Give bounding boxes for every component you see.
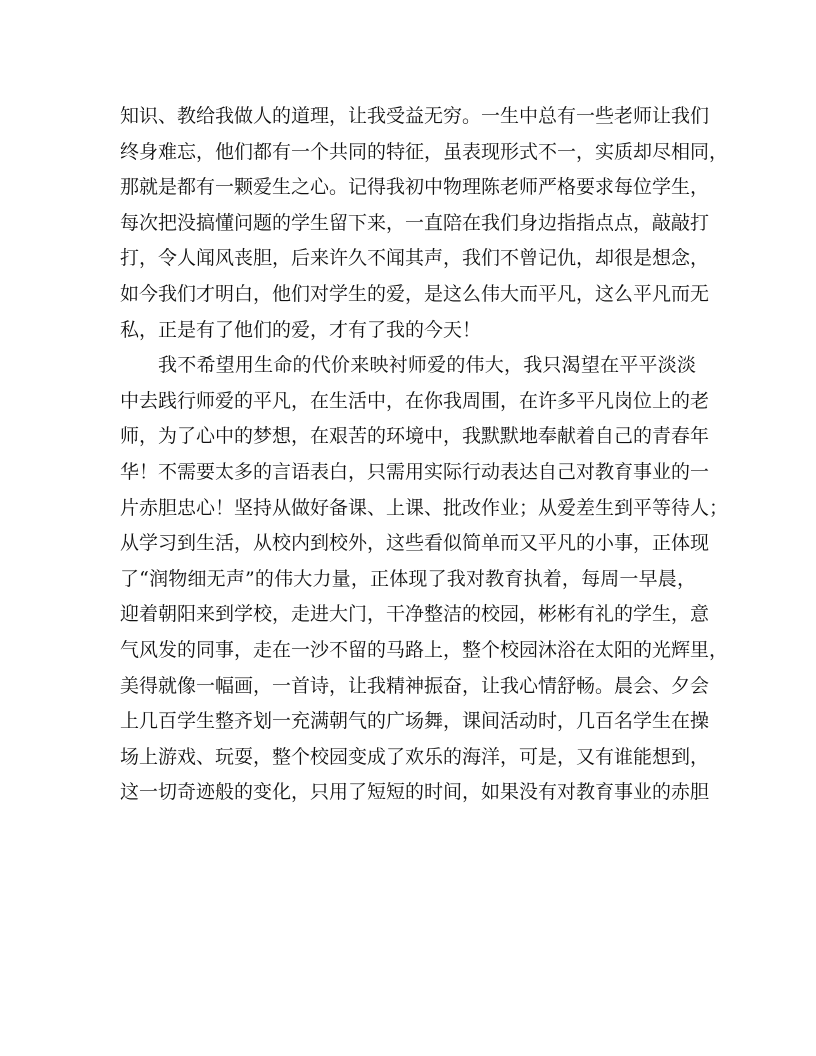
text-line: 我不希望用生命的代价来映衬师爱的伟大，我只渴望在平平淡淡 xyxy=(158,354,696,377)
text-line: 华！不需要太多的言语表白，只需用实际行动表达自己对教育事业的一 xyxy=(120,460,710,483)
text-line: 片赤胆忠心！坚持从做好备课、上课、批改作业；从爱差生到平等待人； xyxy=(120,496,729,519)
text-line: 了“润物细无声”的伟大力量，正体现了我对教育执着，每周一早晨， xyxy=(120,567,696,590)
text-line: 中去践行师爱的平凡，在生活中，在你我周围，在许多平凡岗位上的老 xyxy=(120,389,710,412)
text-line: 美得就像一幅画，一首诗，让我精神振奋，让我心情舒畅。晨会、夕会 xyxy=(120,674,710,697)
text-line: 打，令人闻风丧胆，后来许久不闻其声，我们不曾记仇，却很是想念， xyxy=(120,247,710,270)
text-line: 那就是都有一颗爱生之心。记得我初中物理陈老师严格要求每位学生， xyxy=(120,176,710,199)
text-line: 上几百学生整齐划一充满朝气的广场舞，课间活动时，几百名学生在操 xyxy=(120,710,710,733)
text-line: 师，为了心中的梦想，在艰苦的环境中，我默默地奉献着自己的青春年 xyxy=(120,425,710,448)
text-line: 知识、教给我做人的道理，让我受益无穷。一生中总有一些老师让我们 xyxy=(120,105,710,127)
text-line: 迎着朝阳来到学校，走进大门，干净整洁的校园，彬彬有礼的学生，意 xyxy=(120,603,710,626)
text-line: 从学习到生活，从校内到校外，这些看似简单而又平凡的小事，正体现 xyxy=(120,532,710,555)
text-line: 这一切奇迹般的变化，只用了短短的时间，如果没有对教育事业的赤胆 xyxy=(120,781,710,804)
paragraph xyxy=(120,99,729,348)
text-line: 如今我们才明白，他们对学生的爱，是这么伟大而平凡，这么平凡而无 xyxy=(120,282,710,305)
text-line: 场上游戏、玩耍，整个校园变成了欢乐的海洋，可是，又有谁能想到， xyxy=(120,745,710,768)
text-line: 气风发的同事，走在一沙不留的马路上，整个校园沐浴在太阳的光辉里， xyxy=(120,638,729,661)
text-line: 私，正是有了他们的爱，才有了我的今天！ xyxy=(120,318,482,341)
body-text xyxy=(120,99,729,811)
text-line: 每次把没搞懂问题的学生留下来，一直陪在我们身边指指点点，敲敲打 xyxy=(120,211,710,234)
text-line: 终身难忘，他们都有一个共同的特征，虽表现形式不一，实质却尽相同， xyxy=(120,140,729,163)
paragraph xyxy=(120,348,729,811)
